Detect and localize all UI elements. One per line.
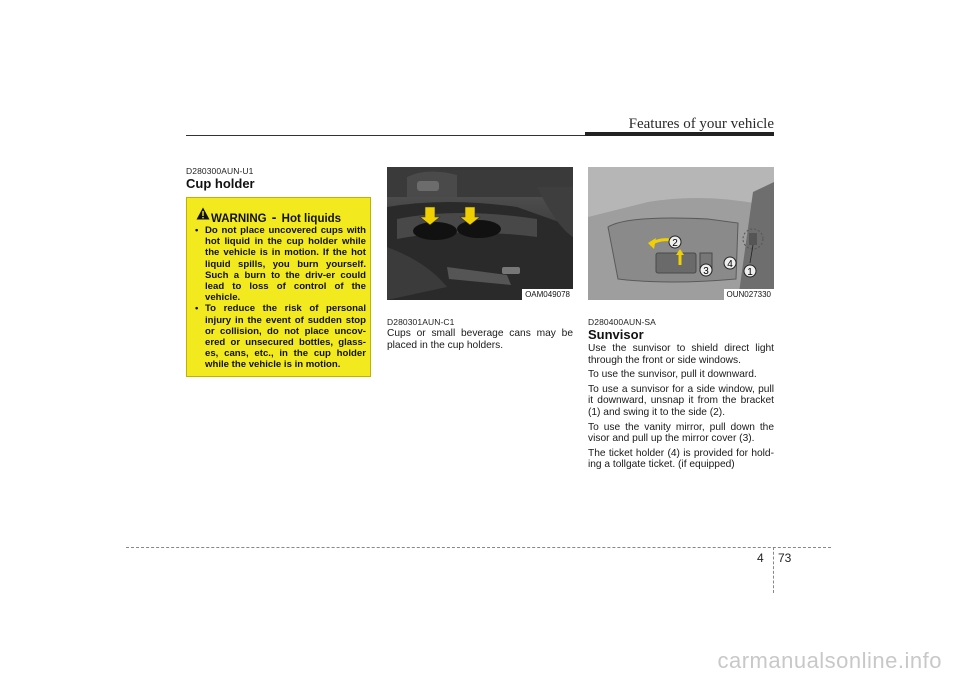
- page-number: 73: [778, 551, 792, 565]
- warning-title: [211, 209, 341, 225]
- sunvisor-paragraph: To use the vanity mirror, pull down the visor and pull up the mirror cover (3).: [588, 421, 774, 445]
- warning-title-sep: -: [271, 209, 277, 225]
- warning-item: • Do not place uncovered cups with hot liquid in the cup holder while the vehicle is in motion. If the hot liquid spills, you burn yourself. Such a burn to the driv-er could lead to loss of control of the vehicle.: [194, 225, 366, 303]
- image-caption: OUN027330: [724, 289, 774, 300]
- sunvisor-text: [588, 343, 774, 471]
- callout-1: 1: [747, 267, 753, 278]
- image-caption: OAM049078: [522, 289, 573, 300]
- header-rule-accent: [585, 132, 774, 136]
- cup-holder-paragraph: Cups or small beverage cans may be placed in the cup holders.: [387, 328, 573, 351]
- sunvisor-paragraph: To use a sunvisor for a side window, pull it downward, unsnap it from the bracket (1) and swing it to the side (2).: [588, 383, 774, 418]
- callout-4: 4: [727, 259, 733, 270]
- page-chapter: 4: [757, 551, 764, 565]
- footer-divider: [773, 547, 774, 593]
- warning-triangle-icon: [196, 207, 210, 220]
- sunvisor-paragraph: To use the sunvisor, pull it downward.: [588, 369, 757, 381]
- warning-item: • To reduce the risk of personal injury in the event of sudden stop or collision, do not place uncov-ered or unsecured bottles, glass-es, cans, etc., in the cup holder while the vehicle is in motion.: [194, 303, 366, 370]
- section-heading-cup-holder: Cup holder: [186, 176, 255, 191]
- sunvisor-illustration: [588, 167, 774, 300]
- sunvisor-paragraph: Use the sunvisor to shield direct light through the front or side windows.: [588, 343, 774, 366]
- sunvisor-paragraph: The ticket holder (4) is provided for hold-ing a tollgate ticket. (if equipped): [588, 447, 774, 471]
- footer-rule: [126, 547, 831, 548]
- watermark: carmanualsonline.info: [717, 648, 942, 673]
- section-code-cup-holder: D280300AUN-U1: [186, 166, 254, 176]
- section-heading-sunvisor: Sunvisor: [588, 327, 644, 342]
- warning-list: [194, 225, 366, 371]
- header-title: Features of your vehicle: [628, 116, 774, 132]
- warning-box: [186, 197, 371, 377]
- cup-holder-photo: [387, 167, 573, 300]
- section-code-cup-holder-text: D280301AUN-C1: [387, 317, 455, 327]
- cup-holder-illustration: [387, 167, 573, 300]
- warning-title-main: WARNING: [211, 213, 267, 225]
- callout-2: 2: [672, 238, 678, 249]
- callout-3: 3: [703, 266, 709, 277]
- sunvisor-photo: [588, 167, 774, 300]
- warning-title-sub: Hot liquids: [281, 213, 342, 225]
- section-code-sunvisor: D280400AUN-SA: [588, 317, 656, 327]
